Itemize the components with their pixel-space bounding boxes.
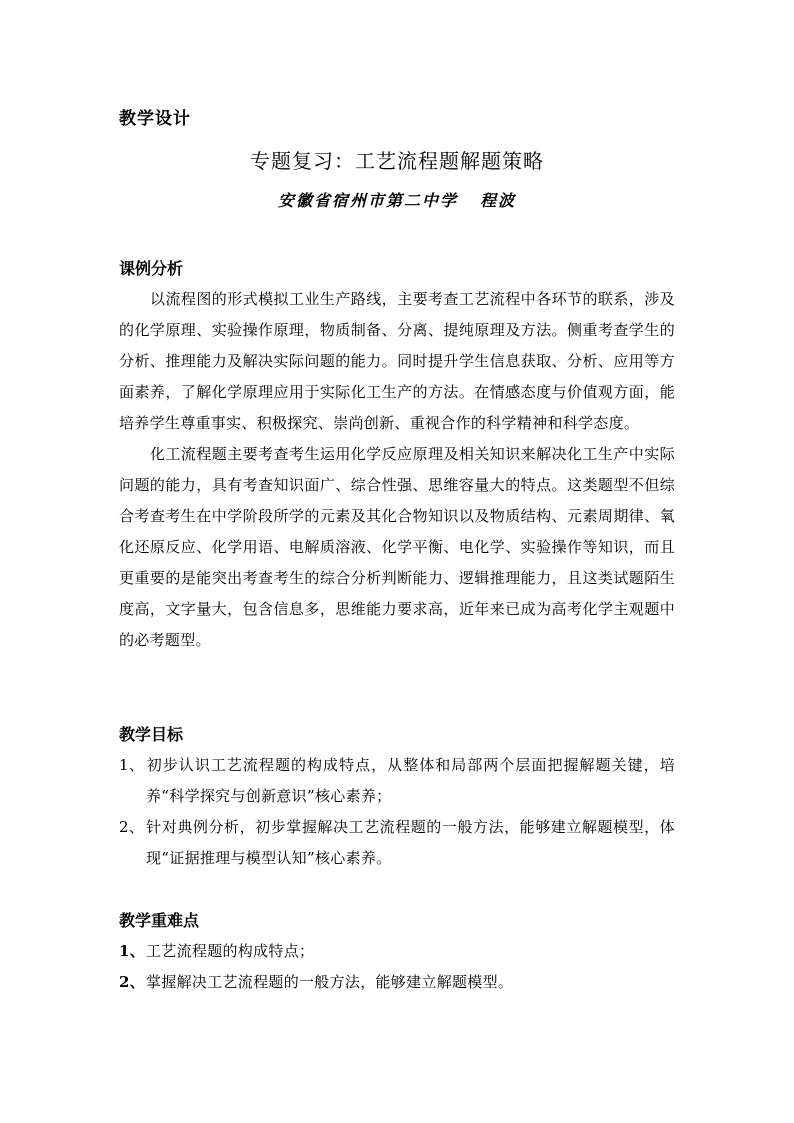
list-item <box>119 936 675 967</box>
section-heading: 课例分析 <box>119 259 184 278</box>
list-item <box>119 967 675 998</box>
author-line <box>0 188 794 211</box>
paragraph: 以流程图的形式模拟工业生产路线，主要考查工艺流程中各环节的联系，涉及的化学原理、实验操作原理，物质制备、分离、提纯原理及方法。侧重考查学生的分析、推理能力及解决实际问题的能力。同时提升学生信息获取、分析、应用等方面素养，了解化学原理应用于实际化工生产的方法。在情感态度与价值观方面，能培养学生尊重事实、积极探究、崇尚创新、重视合作的科学精神和科学态度。 <box>119 290 675 432</box>
paragraph: 化工流程题主要考查考生运用化学反应原理及相关知识来解决化工生产中实际问题的能力，具有考查知识面广、综合性强、思维容量大的特点。这类题型不但综合考查考生在中学阶段所学的元素及其化合物知识以及物质结构、元素周期律、氧化还原反应、化学用语、电解质溶液、化学平衡、电化学、实验操作等知识，而且更重要的是能突出考查考生的综合分析判断能力、逻辑推理能力，且这类试题陌生度高，文字量大，包含信息多，思维能力要求高，近年来已成为高考化学主观题中的必考题型。 <box>119 445 675 649</box>
document-title <box>0 145 794 174</box>
section-heading: 教学重难点 <box>119 911 200 930</box>
item-number: 1、 <box>119 756 145 774</box>
item-number: 2、 <box>119 818 145 836</box>
list-item <box>119 750 675 812</box>
item-text: 工艺流程题的构成特点； <box>146 942 315 960</box>
item-text: 掌握解决工艺流程题的一般方法，能够建立解题模型。 <box>146 973 514 991</box>
section-analysis <box>119 254 675 656</box>
item-number: 2、 <box>119 973 146 991</box>
item-text: 针对典例分析，初步掌握解决工艺流程题的一般方法，能够建立解题模型，体现“证据推理与模型认知”核心素养。 <box>146 818 675 867</box>
section-key-points <box>119 906 675 998</box>
author-school: 安徽省宿州市第二中学 <box>277 191 458 210</box>
list-item <box>119 812 675 874</box>
section-objectives <box>119 720 675 874</box>
item-number: 1、 <box>119 942 146 960</box>
title-text: 专题复习：工艺流程题解题策略 <box>250 149 544 173</box>
author-name: 程波 <box>480 191 517 210</box>
item-text: 初步认识工艺流程题的构成特点，从整体和局部两个层面把握解题关键，培养“科学探究与创新意识”核心素养； <box>146 756 675 805</box>
document-label: 教学设计 <box>119 109 191 129</box>
section-heading: 教学目标 <box>119 725 184 744</box>
